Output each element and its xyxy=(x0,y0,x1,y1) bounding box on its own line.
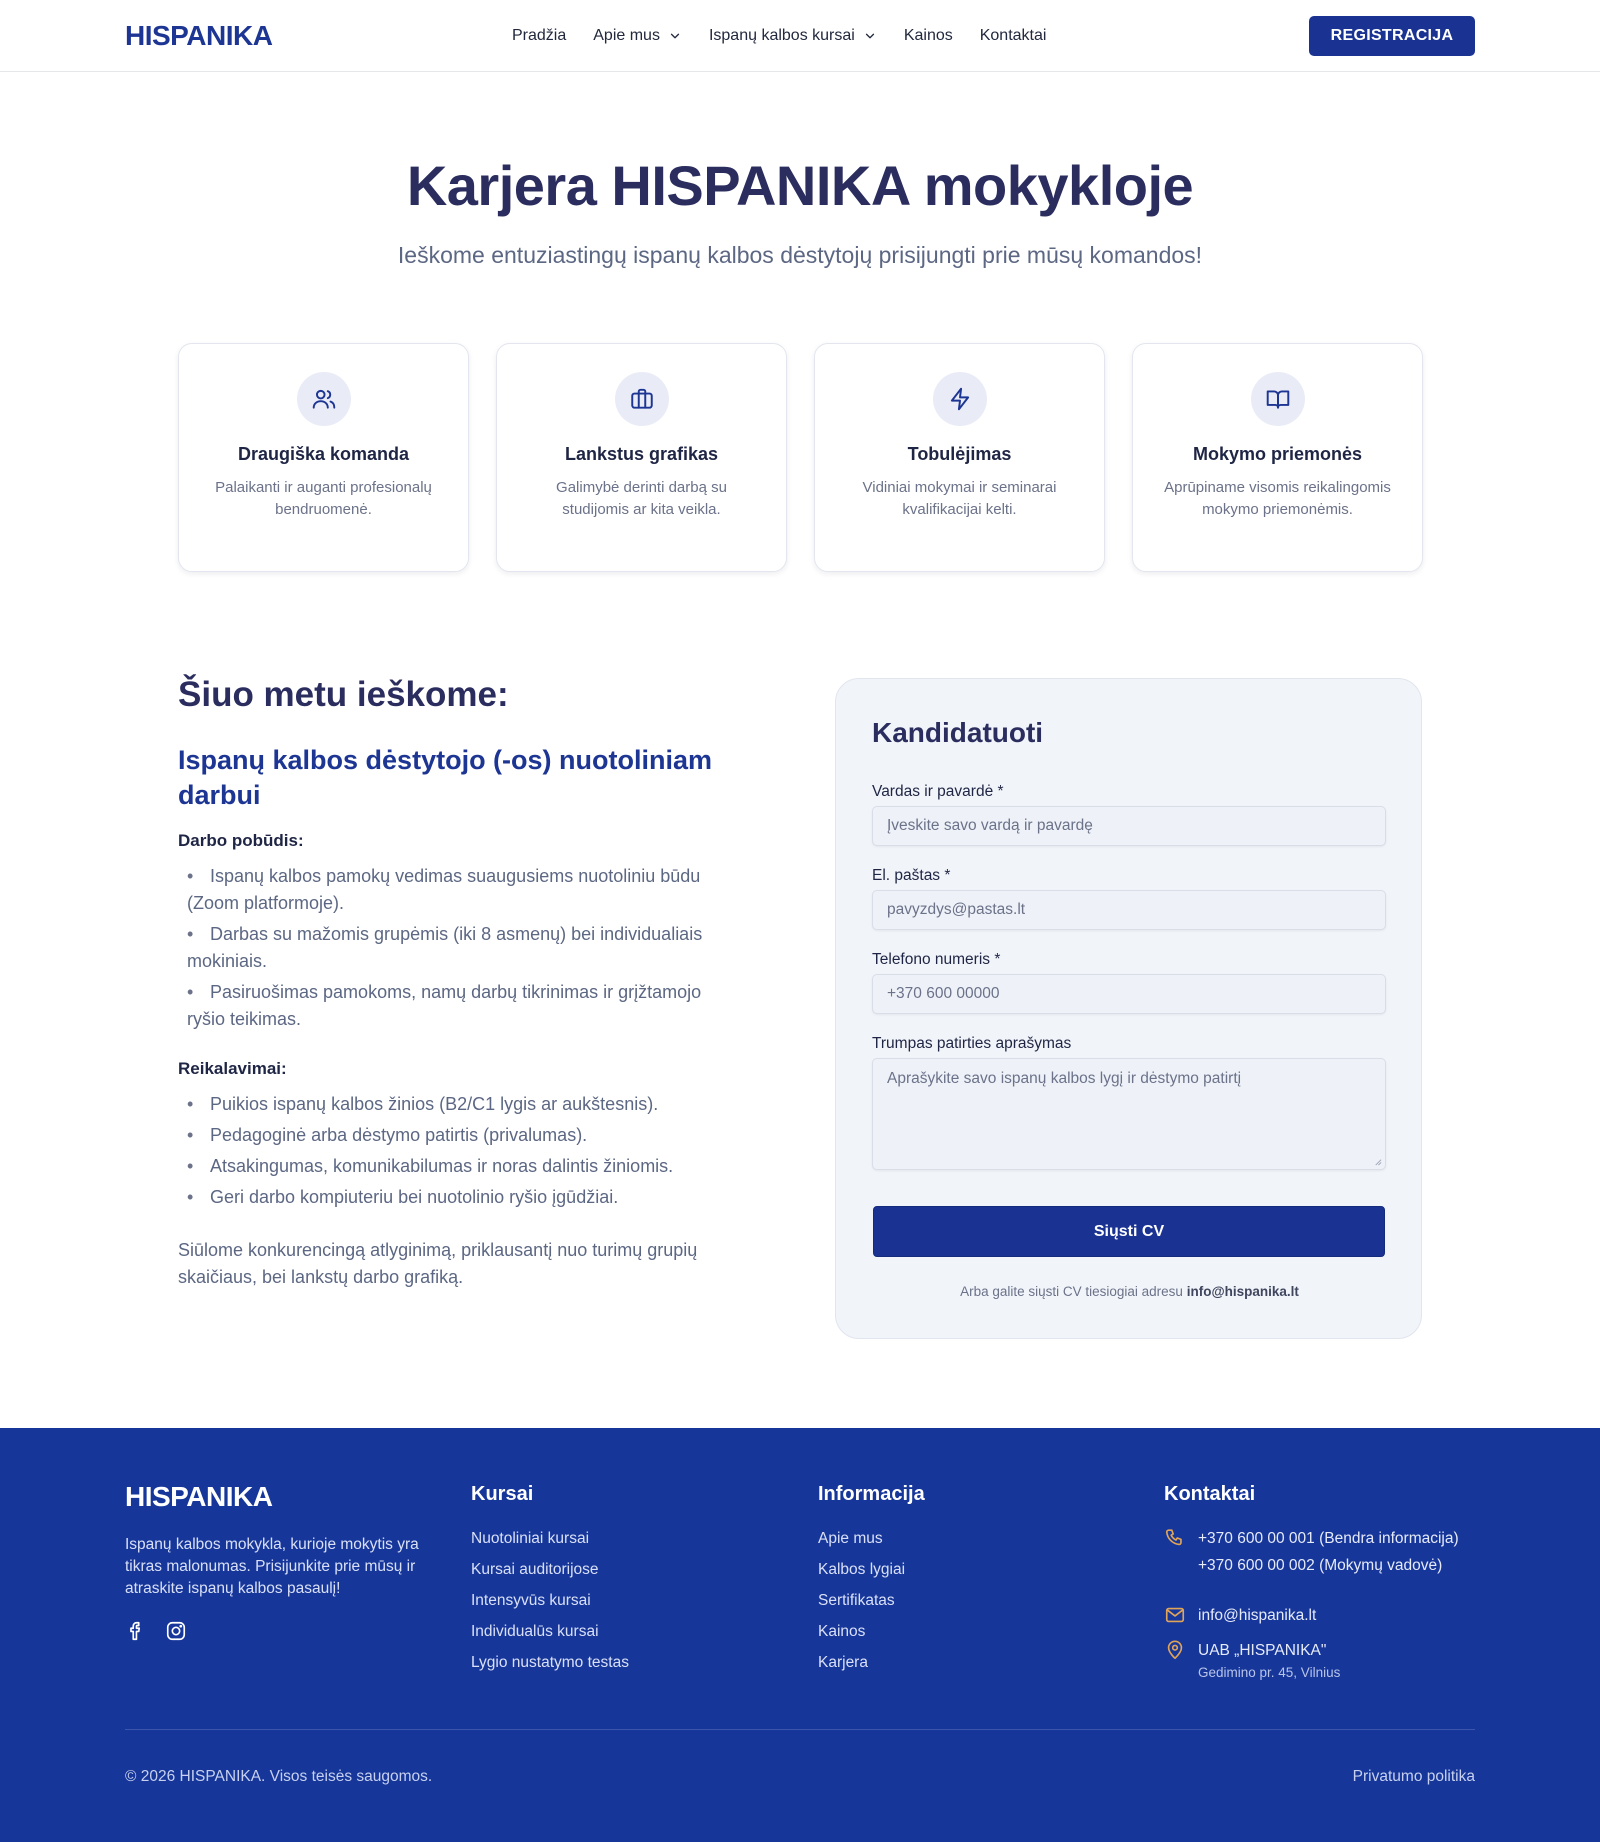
logo[interactable]: HISPANIKA xyxy=(125,20,273,51)
phone-number[interactable]: +370 600 00 002 (Mokymų vadovė) xyxy=(1198,1557,1443,1574)
briefcase-icon xyxy=(615,372,669,426)
site-footer xyxy=(0,1428,1600,1842)
footer-link[interactable]: Sertifikatas xyxy=(818,1592,895,1609)
benefit-card xyxy=(178,343,469,572)
main-nav xyxy=(512,0,1046,72)
nav-label: Kainos xyxy=(903,27,953,44)
info-heading: Informacija xyxy=(818,1483,925,1505)
footer-link[interactable]: Intensyvūs kursai xyxy=(471,1592,591,1609)
resize-grip-icon[interactable] xyxy=(1373,1157,1382,1166)
chevron-down-icon xyxy=(863,29,877,43)
position-title: Ispanų kalbos dėstytojo (-os) nuotoliniam darbui xyxy=(178,745,713,810)
footer-link[interactable]: Lygio nustatymo testas xyxy=(471,1654,629,1671)
textarea-placeholder: Aprašykite savo ispanų kalbos lygį ir dėstymo patirtį xyxy=(887,1070,1242,1087)
email-link[interactable]: info@hispanika.lt xyxy=(1198,1607,1317,1624)
benefits-cards xyxy=(178,343,1423,572)
name-label: Vardas ir pavardė * xyxy=(872,783,1004,800)
mail-icon xyxy=(1164,1604,1186,1626)
benefit-title: Mokymo priemonės xyxy=(1192,444,1363,464)
email-field[interactable]: pavyzdys@pastas.lt xyxy=(872,890,1386,930)
chevron-down-icon xyxy=(668,29,682,43)
copyright: © 2026 HISPANIKA. Visos teisės saugomos. xyxy=(125,1768,433,1785)
footer-about: Ispanų kalbos mokykla, kurioje mokytis yra tikras malonumas. Prisijunkite prie mūsų ir atraskite ispanų kalbos pasaulį! xyxy=(125,1536,419,1597)
page-subtitle: Ieškome entuziastingų ispanų kalbos dėstytojų prisijungti prie mūsų komandos! xyxy=(397,242,1203,268)
lightning-icon xyxy=(933,372,987,426)
phone-label: Telefono numeris * xyxy=(872,951,1001,968)
facebook-icon[interactable] xyxy=(123,1618,149,1644)
nav-item-about[interactable] xyxy=(593,27,682,45)
application-form xyxy=(835,678,1422,1339)
contact-email xyxy=(1164,1602,1316,1629)
email-label: El. paštas * xyxy=(872,867,951,884)
benefit-text: Palaikanti ir auganti profesionalų bendruomenė. xyxy=(215,479,432,518)
nav-item-home[interactable] xyxy=(512,27,566,45)
offer-text: Siūlome konkurencingą atlyginimą, priklausantį nuo turimų grupių skaičiaus, bei lankstų darbo grafiką. xyxy=(178,1240,698,1287)
users-icon xyxy=(297,372,351,426)
courses-heading: Kursai xyxy=(471,1483,534,1505)
page-title: Karjera HISPANIKA mokykloje xyxy=(406,154,1194,217)
job-description xyxy=(178,675,738,1291)
footer-link[interactable]: Kainos xyxy=(818,1623,866,1640)
register-button[interactable]: REGISTRACIJA xyxy=(1309,16,1475,56)
list-item: • Darbas su mažomis grupėmis (iki 8 asmenų) bei individualiais mokiniais. xyxy=(178,921,738,975)
name-field[interactable]: Įveskite savo vardą ir pavardę xyxy=(872,806,1386,846)
submit-cv-button[interactable]: Siųsti CV xyxy=(873,1206,1385,1257)
company-name: UAB „HISPANIKA" xyxy=(1198,1642,1327,1659)
requirements-list xyxy=(178,1091,738,1211)
list-item: • Pasiruošimas pamokoms, namų darbų tikrinimas ir grįžtamojo ryšio teikimas. xyxy=(178,979,738,1033)
footer-logo[interactable]: HISPANIKA xyxy=(125,1481,273,1512)
form-title: Kandidatuoti xyxy=(872,717,1044,748)
benefit-text: Aprūpiname visomis reikalingomis mokymo priemonėmis. xyxy=(1164,479,1391,518)
note-text: Arba galite siųsti CV tiesiogiai adresu xyxy=(960,1284,1183,1299)
courses-links xyxy=(471,1529,629,1684)
nav-label: Pradžia xyxy=(512,27,567,44)
benefit-title: Tobulėjimas xyxy=(907,444,1012,464)
benefit-card xyxy=(814,343,1105,572)
note-email-link[interactable]: info@hispanika.lt xyxy=(1186,1284,1299,1299)
duties-list xyxy=(178,863,738,1033)
footer-link[interactable]: Nuotoliniai kursai xyxy=(471,1530,590,1547)
benefit-title: Draugiška komanda xyxy=(237,444,410,464)
info-links xyxy=(818,1529,905,1684)
nav-label: Apie mus xyxy=(593,27,660,44)
list-item: • Geri darbo kompiuteriu bei nuotolinio ryšio įgūdžiai. xyxy=(178,1184,738,1211)
site-header xyxy=(0,0,1600,72)
footer-link[interactable]: Apie mus xyxy=(818,1530,883,1547)
list-item: • Atsakingumas, komunikabilumas ir noras dalintis žiniomis. xyxy=(178,1153,738,1180)
footer-link[interactable]: Kursai auditorijose xyxy=(471,1561,599,1578)
duties-heading: Darbo pobūdis: xyxy=(178,831,304,850)
requirements-heading: Reikalavimai: xyxy=(178,1059,287,1078)
book-open-icon xyxy=(1251,372,1305,426)
experience-label: Trumpas patirties aprašymas xyxy=(872,1035,1072,1052)
phone-icon xyxy=(1164,1527,1186,1549)
contact-address xyxy=(1164,1637,1340,1682)
phone-number[interactable]: +370 600 00 001 (Bendra informacija) xyxy=(1198,1530,1459,1547)
benefit-text: Galimybė derinti darbą su studijomis ar kita veikla. xyxy=(556,479,727,518)
section-heading: Šiuo metu ieškome: xyxy=(178,675,509,714)
nav-label: Kontaktai xyxy=(979,27,1047,44)
footer-link[interactable]: Karjera xyxy=(818,1654,868,1671)
benefit-title: Lankstus grafikas xyxy=(564,444,719,464)
experience-textarea[interactable] xyxy=(872,1058,1386,1170)
instagram-icon[interactable] xyxy=(163,1618,189,1644)
footer-link[interactable]: Kalbos lygiai xyxy=(818,1561,906,1578)
contacts-heading: Kontaktai xyxy=(1164,1483,1256,1505)
phone-field[interactable]: +370 600 00000 xyxy=(872,974,1386,1014)
privacy-link[interactable]: Privatumo politika xyxy=(1352,1768,1475,1785)
footer-divider xyxy=(125,1729,1475,1730)
benefit-text: Vidiniai mokymai ir seminarai kvalifikacijai kelti. xyxy=(862,479,1057,518)
benefit-card xyxy=(1132,343,1423,572)
map-pin-icon xyxy=(1164,1639,1186,1661)
nav-item-courses[interactable] xyxy=(709,27,877,45)
nav-item-contacts[interactable] xyxy=(980,27,1047,45)
list-item: • Ispanų kalbos pamokų vedimas suaugusiems nuotoliniu būdu (Zoom platformoje). xyxy=(178,863,738,917)
form-note xyxy=(836,1284,1423,1299)
nav-item-prices[interactable] xyxy=(904,27,953,45)
nav-label: Ispanų kalbos kursai xyxy=(708,27,855,44)
footer-link[interactable]: Individualūs kursai xyxy=(471,1623,599,1640)
company-address: Gedimino pr. 45, Vilnius xyxy=(1198,1665,1341,1680)
list-item: • Pedagoginė arba dėstymo patirtis (privalumas). xyxy=(178,1122,738,1149)
list-item: • Puikios ispanų kalbos žinios (B2/C1 lygis ar aukštesnis). xyxy=(178,1091,738,1118)
contact-phone xyxy=(1164,1525,1459,1579)
benefit-card xyxy=(496,343,787,572)
